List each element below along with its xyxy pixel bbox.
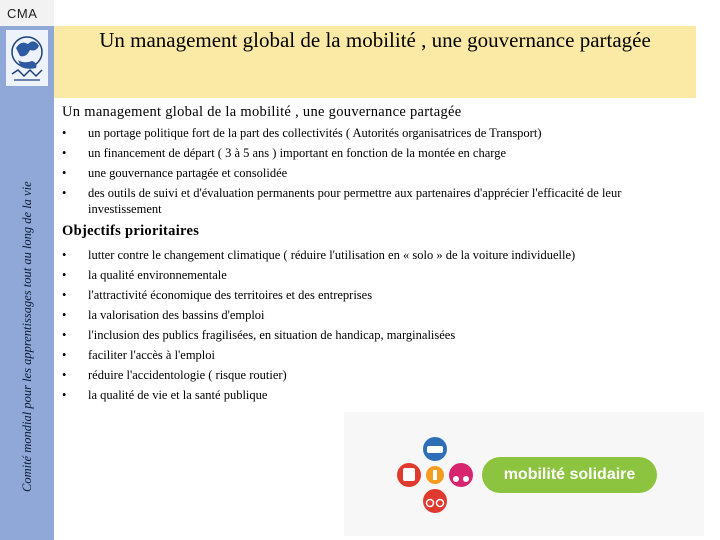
- list-item: • l'inclusion des publics fragilisées, en situation de handicap, marginalisées: [62, 325, 702, 345]
- logo-label: mobilité solidaire: [482, 457, 657, 493]
- list-item: • lutter contre le changement climatique ( réduire l'utilisation en « solo » de la voiture individuelle): [62, 245, 702, 265]
- objectives-heading: Objectifs prioritaires: [62, 223, 200, 239]
- objectives-list: [62, 245, 702, 405]
- list-item: • la valorisation des bassins d'emploi: [62, 305, 702, 325]
- list-item: • un financement de départ ( 3 à 5 ans ) important en fonction de la montée en charge: [62, 143, 696, 163]
- brand-name: CMA: [7, 6, 38, 21]
- scooter-icon: [449, 463, 473, 487]
- section-subtitle: Un management global de la mobilité , une gouvernance partagée: [62, 104, 462, 120]
- list-item: • un portage politique fort de la part des collectivités ( Autorités organisatrices de Transport): [62, 123, 696, 143]
- sidebar: [0, 0, 54, 540]
- list-item: • la qualité de vie et la santé publique: [62, 385, 702, 405]
- list-item: • faciliter l'accès à l'emploi: [62, 345, 702, 365]
- list-item: • la qualité environnementale: [62, 265, 702, 285]
- page-title: Un management global de la mobilité , une gouvernance partagée: [99, 28, 651, 52]
- brand-header: [0, 0, 54, 26]
- list-item: • des outils de suivi et d'évaluation permanents pour permettre aux partenaires d'apprécier l'efficacité de leur investissement: [62, 185, 696, 217]
- governance-list: [62, 123, 696, 217]
- organization-logo-icon: [6, 30, 48, 86]
- sidebar-vertical-text: Comité mondial pour les apprentissages tout au long de la vie: [20, 181, 34, 492]
- list-item: • l'attractivité économique des territoires et des entreprises: [62, 285, 702, 305]
- list-item: • réduire l'accidentologie ( risque routier): [62, 365, 702, 385]
- list-item: • une gouvernance partagée et consolidée: [62, 163, 696, 183]
